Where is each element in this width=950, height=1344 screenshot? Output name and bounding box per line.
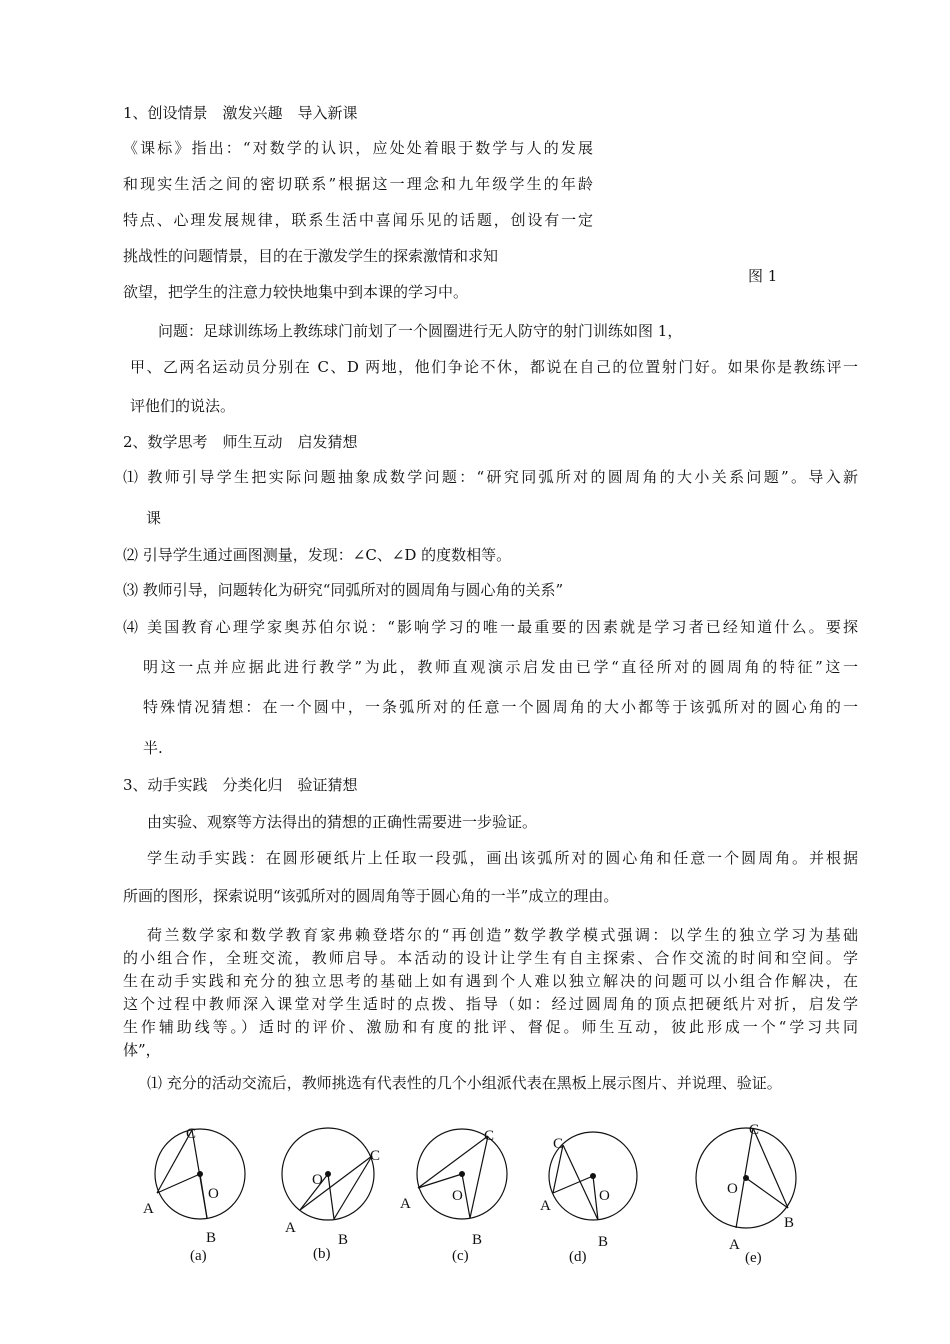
section2-item2: ⑵ 引导学生通过画图测量，发现：∠C、∠D 的度数相等。	[123, 546, 512, 564]
problem-line-1: 问题：足球训练场上教练球门前划了一个圆圈进行无人防守的射门训练如图 1，	[158, 322, 683, 340]
label-b-A: A	[285, 1220, 296, 1236]
label-b-B: B	[338, 1232, 349, 1248]
section1-line-5: 欲望，把学生的注意力较快地集中到本课的学习中。	[123, 283, 469, 301]
label-b-O: O	[312, 1172, 323, 1188]
section3-paragraph-3-line6: 体”，	[123, 1041, 161, 1059]
circle-figures	[0, 1118, 950, 1268]
label-b-C: C	[370, 1148, 381, 1164]
label-d-O: O	[599, 1188, 610, 1204]
label-c-O: O	[452, 1188, 463, 1204]
label-a-O: O	[208, 1186, 219, 1202]
section3-paragraph-3-line4: 这个过程中教师深入课堂对学生适时的点拨、指导（如：经过圆周角的顶点把硬纸片对折，启发学	[123, 995, 858, 1013]
section2-item1-line1: ⑴ 教师引导学生把实际问题抽象成数学问题：“研究同弧所对的圆周角的大小关系问题”。导入新	[123, 468, 858, 486]
section1-line-4: 挑战性的问题情景，目的在于激发学生的探索激情和求知	[123, 247, 499, 265]
label-a-B: B	[206, 1230, 217, 1246]
section3-heading: 3、动手实践 分类化归 验证猜想	[123, 776, 358, 794]
section2-item4-line2: 明这一点并应据此进行教学”为此，教师直观演示启发由已学“直径所对的圆周角的特征”这一	[143, 658, 858, 676]
section3-paragraph-3-line2: 的小组合作，全班交流，教师启导。本活动的设计让学生有自主探索、合作交流的时间和空间。学	[123, 949, 858, 967]
section3-paragraph-2-line2: 所画的图形，探索说明“该弧所对的圆周角等于圆心角的一半”成立的理由。	[123, 887, 619, 905]
section3-paragraph-4: ⑴ 充分的活动交流后，教师挑选有代表性的几个小组派代表在黑板上展示图片、并说理、验证。	[147, 1074, 782, 1092]
section3-paragraph-3-line3: 生在动手实践和充分的独立思考的基础上如有遇到个人难以独立解决的问题可以小组合作解决，在	[123, 972, 858, 990]
label-a-A: A	[143, 1201, 154, 1217]
label-e-C: C	[749, 1122, 760, 1138]
section2-item3: ⑶ 教师引导，问题转化为研究“同弧所对的圆周角与圆心角的关系”	[123, 581, 564, 599]
section2-item4-line4: 半.	[143, 739, 163, 757]
section2-item4-line1: ⑷ 美国教育心理学家奥苏伯尔说：“影响学习的唯一最重要的因素就是学习者已经知道什么。要探	[123, 618, 858, 636]
label-d-B: B	[598, 1234, 609, 1250]
section3-paragraph-2-line1: 学生动手实践：在圆形硬纸片上任取一段弧，画出该弧所对的圆心角和任意一个圆周角。并根据	[147, 849, 858, 867]
section3-paragraph-3-line5: 生作辅助线等。）适时的评价、激励和有度的批评、督促。师生互动，彼此形成一个“学习共同	[123, 1018, 858, 1036]
label-e-B: B	[784, 1215, 795, 1231]
section2-item4-line3: 特殊情况猜想：在一个圆中，一条弧所对的任意一个圆周角的大小都等于该弧所对的圆心角的一	[143, 698, 858, 716]
section3-paragraph-1: 由实验、观察等方法得出的猜想的正确性需要进一步验证。	[147, 813, 538, 831]
section2-item1-line2: 课	[146, 509, 162, 527]
figure-1-label: 图 1	[748, 267, 778, 285]
label-c-A: A	[400, 1196, 411, 1212]
section1-line-3: 特点、心理发展规律，联系生活中喜闻乐见的话题，创设有一定	[123, 211, 593, 229]
label-e-O: O	[727, 1181, 738, 1197]
caption-b: (b)	[313, 1246, 331, 1262]
problem-line-3: 评他们的说法。	[130, 397, 236, 415]
section1-heading: 1、创设情景 激发兴趣 导入新课	[123, 104, 358, 122]
label-d-A: A	[540, 1198, 551, 1214]
label-a-C: C	[186, 1126, 197, 1142]
label-c-B: B	[472, 1232, 483, 1248]
caption-c: (c)	[452, 1248, 469, 1264]
label-e-A: A	[729, 1237, 740, 1253]
label-d-C: C	[553, 1136, 564, 1152]
caption-a: (a)	[190, 1248, 207, 1264]
caption-d: (d)	[569, 1249, 587, 1265]
section3-paragraph-3-line1: 荷兰数学家和数学教育家弗赖登塔尔的“再创造”数学教学模式强调：以学生的独立学习为基础	[147, 926, 858, 944]
label-c-C: C	[484, 1128, 495, 1144]
section1-line-1: 《课标》指出：“对数学的认识，应处处着眼于数学与人的发展	[123, 139, 593, 157]
section2-heading: 2、数学思考 师生互动 启发猜想	[123, 433, 358, 451]
caption-e: (e)	[745, 1250, 762, 1266]
section1-line-2: 和现实生活之间的密切联系”根据这一理念和九年级学生的年龄	[123, 175, 593, 193]
problem-line-2: 甲、乙两名运动员分别在 C、D 两地，他们争论不休，都说在自己的位置射门好。如果你是教练评一	[130, 358, 858, 376]
